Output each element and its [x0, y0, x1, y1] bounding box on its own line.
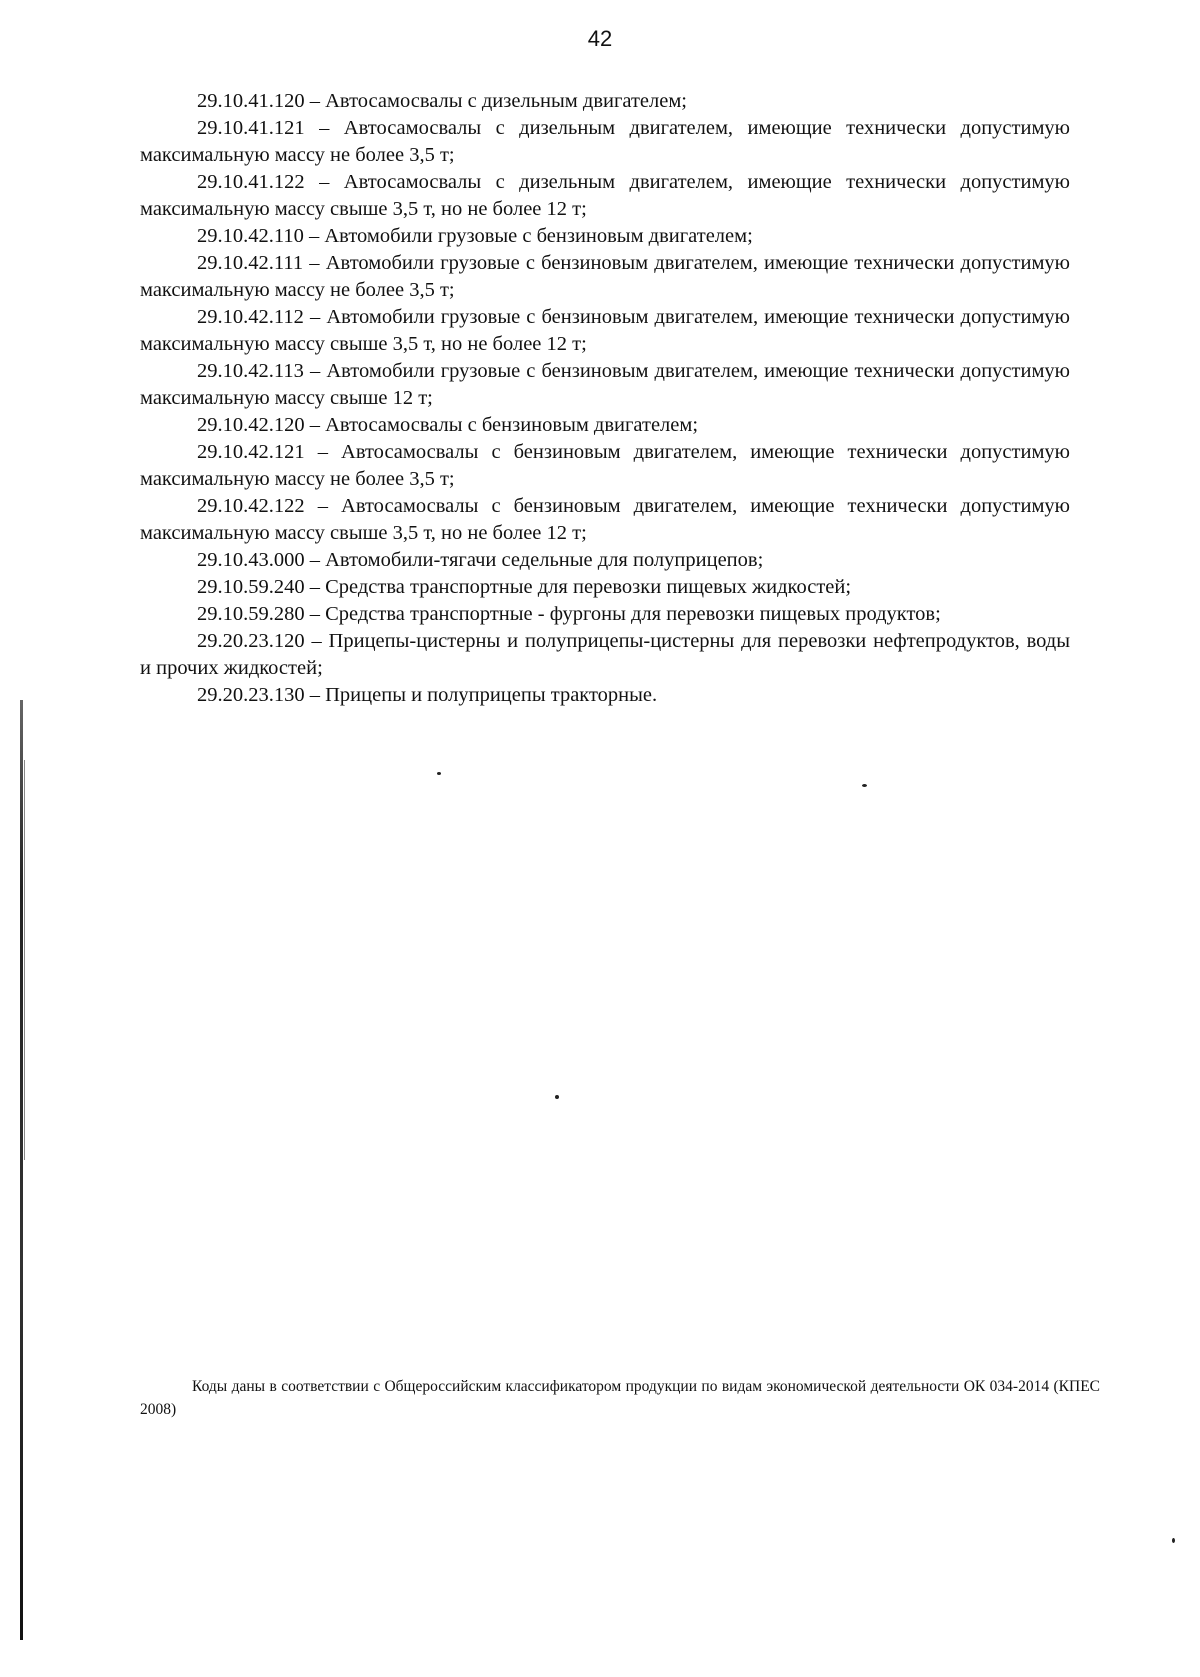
- code-entry: [140, 169, 1070, 223]
- code-entry: [140, 250, 1070, 304]
- code-entry: [140, 493, 1070, 547]
- scan-speck: [437, 772, 441, 775]
- entry-code: 29.20.23.120: [197, 630, 305, 652]
- scan-speck: [1172, 1538, 1175, 1543]
- code-entry: [140, 412, 1070, 439]
- entry-description: Прицепы и полуприцепы тракторные.: [325, 684, 658, 706]
- entry-code: 29.10.42.111: [197, 252, 304, 274]
- code-entry: [140, 547, 1070, 574]
- code-entry: [140, 439, 1070, 493]
- footnote: Коды даны в соответствии с Общероссийским классификатором продукции по видам экономической деятельности ОК 034-2014 (КПЕС 2008): [140, 1378, 1100, 1418]
- scan-speck: [862, 784, 867, 787]
- entry-code: 29.10.41.120: [197, 90, 305, 112]
- entry-description: Автомобили грузовые с бензиновым двигателем, имеющие технически допустимую максимальную массу свыше 12 т;: [140, 360, 1070, 409]
- code-entry: [140, 304, 1070, 358]
- entry-description: Средства транспортные для перевозки пищевых жидкостей;: [325, 576, 852, 598]
- code-entry: [140, 358, 1070, 412]
- entry-code: 29.10.43.000: [197, 549, 305, 571]
- entry-description: Автосамосвалы с бензиновым двигателем, имеющие технически допустимую максимальную массу свыше 3,5 т, но не более 12 т;: [140, 495, 1070, 544]
- entry-code: 29.10.42.122: [197, 495, 305, 517]
- entry-separator: –: [303, 252, 326, 274]
- code-entry: [140, 628, 1070, 682]
- entry-code: 29.20.23.130: [197, 684, 305, 706]
- entry-separator: –: [303, 360, 327, 382]
- entry-code: 29.10.42.113: [197, 360, 304, 382]
- scan-speck: [555, 1095, 559, 1099]
- entry-description: Автосамосвалы с дизельным двигателем;: [325, 90, 687, 112]
- entry-description: Автомобили грузовые с бензиновым двигателем;: [324, 225, 753, 247]
- entry-description: Средства транспортные - фургоны для перевозки пищевых продуктов;: [325, 603, 941, 625]
- entry-code: 29.10.42.112: [197, 306, 304, 328]
- entry-separator: –: [303, 225, 325, 247]
- page-number: 42: [587, 26, 613, 51]
- entry-separator: –: [304, 549, 326, 571]
- entry-separator: –: [304, 630, 329, 652]
- entry-description: Автомобили грузовые с бензиновым двигателем, имеющие технически допустимую максимальную массу не более 3,5 т;: [140, 252, 1070, 301]
- entry-description: Прицепы-цистерны и полуприцепы-цистерны для перевозки нефтепродуктов, воды и прочих жидкостей;: [140, 630, 1071, 679]
- entry-description: Автомобили грузовые с бензиновым двигателем, имеющие технически допустимую максимальную массу свыше 3,5 т, но не более 12 т;: [140, 306, 1070, 355]
- entry-description: Автосамосвалы с бензиновым двигателем;: [325, 414, 699, 436]
- entry-separator: –: [304, 117, 344, 139]
- code-entry: [140, 682, 1070, 709]
- code-entry: [140, 574, 1070, 601]
- entry-description: Автосамосвалы с бензиновым двигателем, имеющие технически допустимую максимальную массу не более 3,5 т;: [140, 441, 1070, 490]
- entry-code: 29.10.41.121: [197, 117, 305, 139]
- code-entry: [140, 223, 1070, 250]
- entry-separator: –: [304, 414, 326, 436]
- entry-separator: –: [304, 603, 326, 625]
- entry-description: Автосамосвалы с дизельным двигателем, имеющие технически допустимую максимальную массу свыше 3,5 т, но не более 12 т;: [140, 171, 1070, 220]
- entry-separator: –: [304, 576, 326, 598]
- entry-code: 29.10.41.122: [197, 171, 305, 193]
- code-entry: [140, 115, 1070, 169]
- code-list: [140, 88, 1070, 709]
- scan-binding-edge-thin: [24, 760, 25, 1160]
- entry-description: Автосамосвалы с дизельным двигателем, имеющие технически допустимую максимальную массу не более 3,5 т;: [140, 117, 1070, 166]
- entry-separator: –: [304, 90, 326, 112]
- entry-separator: –: [304, 684, 326, 706]
- entry-code: 29.10.59.240: [197, 576, 305, 598]
- code-entry: [140, 601, 1070, 628]
- entry-code: 29.10.42.121: [197, 441, 305, 463]
- entry-separator: –: [304, 441, 342, 463]
- entry-separator: –: [303, 306, 327, 328]
- entry-separator: –: [304, 171, 344, 193]
- entry-description: Автомобили-тягачи седельные для полуприцепов;: [325, 549, 764, 571]
- scan-binding-edge: [20, 700, 23, 1640]
- entry-code: 29.10.42.110: [197, 225, 304, 247]
- entry-code: 29.10.42.120: [197, 414, 305, 436]
- entry-code: 29.10.59.280: [197, 603, 305, 625]
- code-entry: [140, 88, 1070, 115]
- entry-separator: –: [304, 495, 342, 517]
